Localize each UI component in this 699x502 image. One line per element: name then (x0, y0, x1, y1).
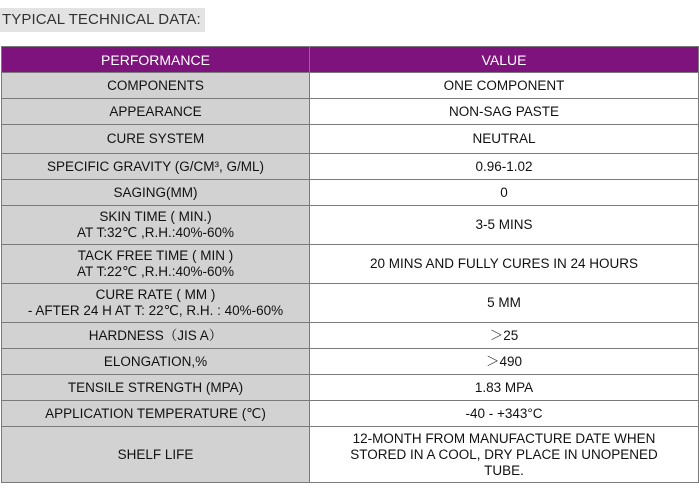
property-cell (2, 245, 310, 284)
value-text: 0 (500, 184, 508, 200)
value-text: 0.96-1.02 (475, 158, 533, 174)
property-cell (2, 125, 310, 154)
property-text: COMPONENTS (107, 77, 204, 93)
value-cell (310, 125, 699, 154)
value-cell (310, 180, 699, 206)
value-text: NON-SAG PASTE (448, 103, 560, 119)
property-cell (2, 206, 310, 245)
value-cell (310, 284, 699, 323)
header-value: VALUE (310, 47, 699, 73)
property-text: SPECIFIC GRAVITY (G/CM³, G/ML) (46, 158, 264, 174)
table-row (2, 427, 699, 483)
property-cell (2, 180, 310, 206)
value-cell (310, 154, 699, 180)
property-cell (2, 154, 310, 180)
header-performance: PERFORMANCE (2, 47, 310, 73)
table-row (2, 180, 699, 206)
value-cell (310, 375, 699, 401)
property-cell (2, 73, 310, 99)
value-text: -40 - +343°C (465, 405, 543, 421)
section-heading: TYPICAL TECHNICAL DATA: (0, 8, 205, 32)
table-row (2, 154, 699, 180)
table-header-row (2, 47, 699, 73)
property-cell (2, 99, 310, 125)
value-cell (310, 349, 699, 375)
property-text: SAGING(MM) (113, 184, 198, 200)
value-cell (310, 401, 699, 427)
property-text: CURE SYSTEM (106, 131, 205, 146)
property-text: CURE RATE ( MM ) (95, 287, 216, 302)
value-text: 5 MM (487, 295, 521, 310)
property-text: HARDNESS（JIS A） (88, 327, 223, 343)
value-cell (310, 245, 699, 284)
value-text: STORED IN A COOL, DRY PLACE IN UNOPENED (350, 446, 658, 462)
table-row (2, 245, 699, 284)
table-row (2, 349, 699, 375)
table-row (2, 375, 699, 401)
table-row (2, 401, 699, 427)
value-cell (310, 323, 699, 349)
property-text: APPLICATION TEMPERATURE (℃) (45, 405, 266, 421)
technical-data-table (1, 46, 699, 483)
table-row (2, 323, 699, 349)
property-text: AT T:22℃ ,R.H.:40%-60% (77, 264, 234, 279)
value-text: ONE COMPONENT (443, 77, 565, 93)
table-row (2, 125, 699, 154)
property-text: TENSILE STRENGTH (MPA) (67, 379, 244, 395)
value-text: 20 MINS AND FULLY CURES IN 24 HOURS (369, 256, 639, 271)
property-cell (2, 401, 310, 427)
property-text: - AFTER 24 H AT T: 22℃, R.H. : 40%-60% (27, 303, 284, 318)
value-text: 1.83 MPA (474, 379, 534, 395)
value-text: 3-5 MINS (475, 217, 533, 232)
table-row (2, 284, 699, 323)
property-cell (2, 323, 310, 349)
value-cell (310, 99, 699, 125)
value-text: NEUTRAL (472, 131, 536, 146)
property-text: SKIN TIME ( MIN.) (99, 209, 212, 224)
value-text: TUBE. (484, 462, 524, 478)
value-cell (310, 73, 699, 99)
property-cell (2, 284, 310, 323)
value-cell (310, 427, 699, 483)
property-text: ELONGATION,% (103, 353, 208, 369)
value-text: ＞25 (489, 327, 519, 343)
value-text: ＞490 (485, 353, 523, 369)
property-text: SHELF LIFE (117, 446, 194, 462)
value-text: 12-MONTH FROM MANUFACTURE DATE WHEN (352, 430, 656, 446)
property-cell (2, 375, 310, 401)
property-text: TACK FREE TIME ( MIN ) (77, 248, 234, 263)
property-text: AT T:32℃ ,R.H.:40%-60% (77, 225, 234, 240)
property-cell (2, 427, 310, 483)
value-cell (310, 206, 699, 245)
table-row (2, 99, 699, 125)
table-row (2, 206, 699, 245)
property-cell (2, 349, 310, 375)
table-row (2, 73, 699, 99)
table-body (2, 73, 699, 483)
property-text: APPEARANCE (109, 103, 202, 119)
